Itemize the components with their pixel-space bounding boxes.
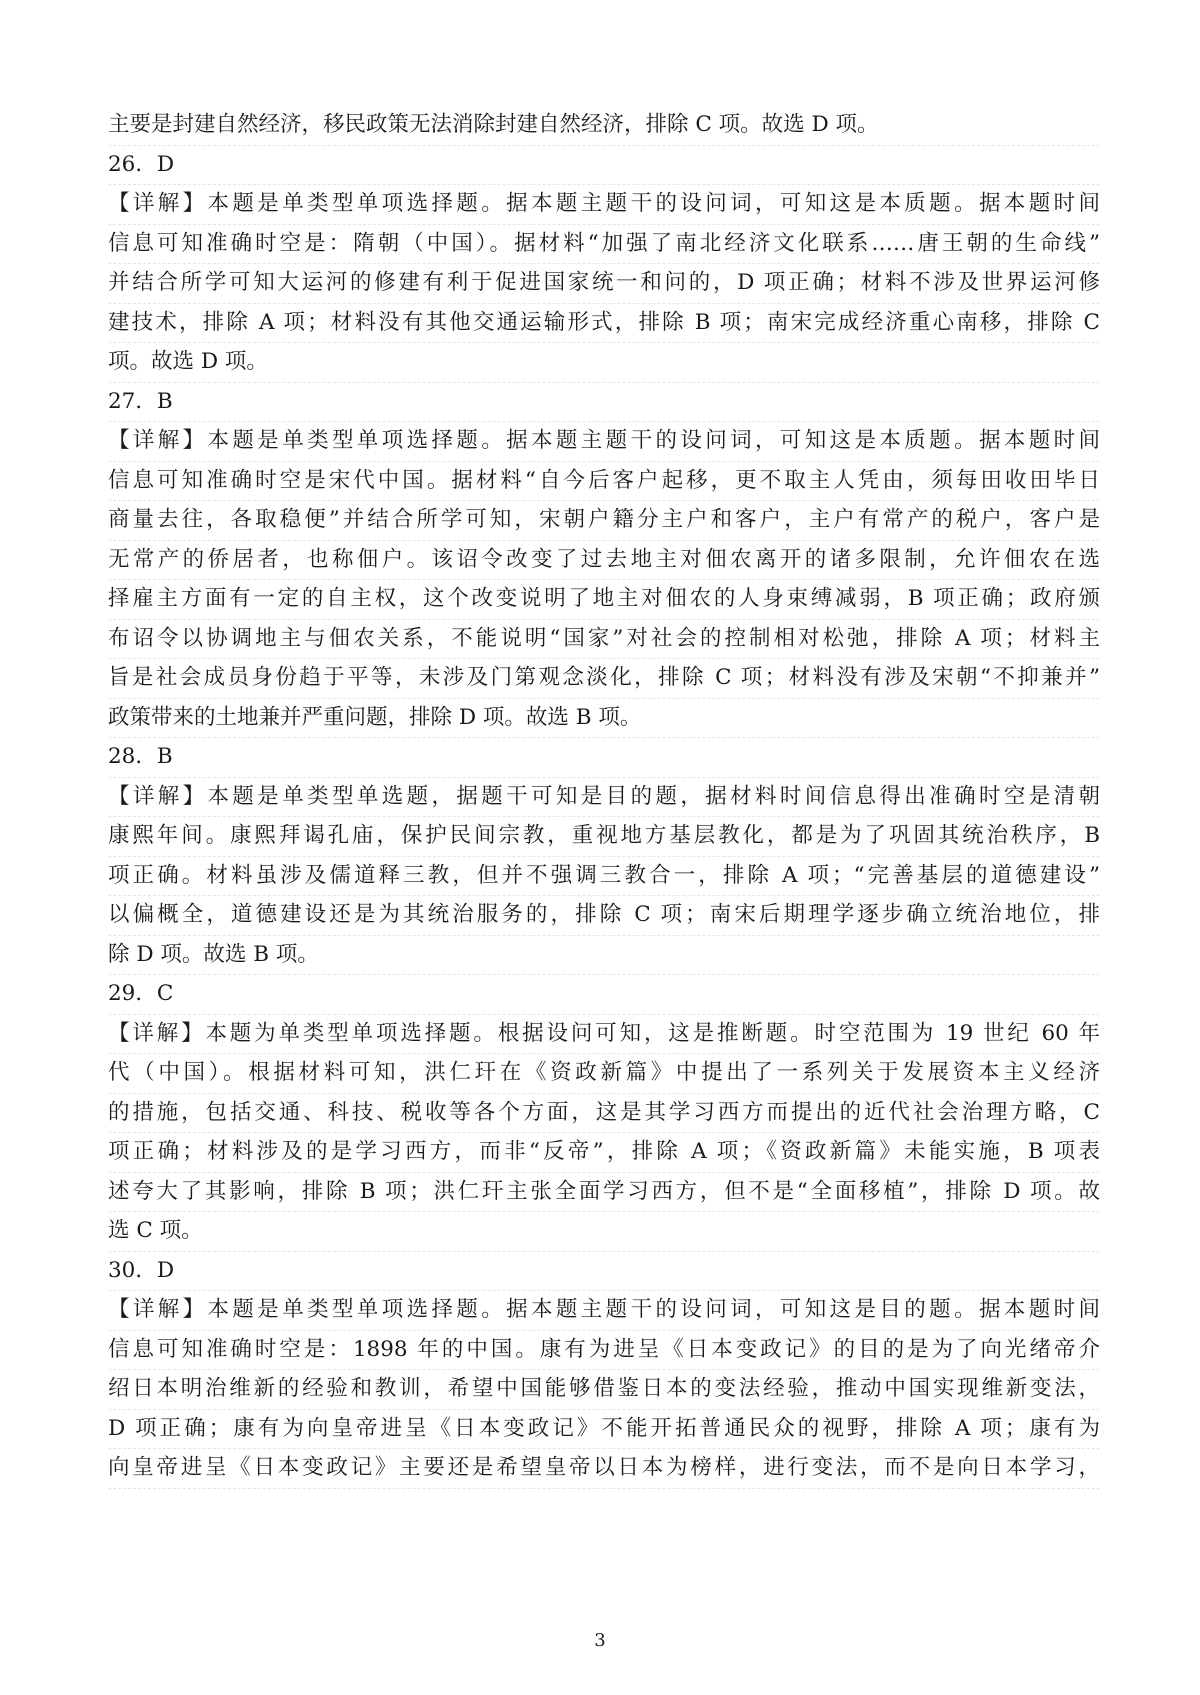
text-line: 无常产的侨居者，也称佃户。该诏令改变了过去地主对佃农离开的诸多限制，允许佃农在选: [108, 541, 1100, 581]
text-line: 以偏概全，道德建设还是为其统治服务的，排除 C 项；南宋后期理学逐步确立统治地位，排: [108, 896, 1100, 936]
text-line: 布诏令以协调地主与佃农关系，不能说明“国家”对社会的控制相对松弛，排除 A 项；材料主: [108, 620, 1100, 660]
page-number: 3: [594, 1630, 606, 1651]
text-line: 【详解】本题是单类型单项选择题。据本题主题干的设问词，可知这是本质题。据本题时间: [108, 422, 1100, 462]
text-line: 绍日本明治维新的经验和教训，希望中国能够借鉴日本的变法经验，推动中国实现维新变法，: [108, 1370, 1100, 1410]
text-line: 的措施，包括交通、科技、税收等各个方面，这是其学习西方而提出的近代社会治理方略，C: [108, 1094, 1100, 1134]
question-answer-line: 29．C: [108, 975, 1100, 1015]
question-answer-line: 27．B: [108, 383, 1100, 423]
text-line: 信息可知准确时空是：隋朝（中国）。据材料“加强了南北经济文化联系……唐王朝的生命线”: [108, 225, 1100, 265]
text-line: 【详解】本题是单类型单选题，据题干可知是目的题，据材料时间信息得出准确时空是清朝: [108, 778, 1100, 818]
answer-explanations: [108, 106, 1100, 1489]
text-line: 选 C 项。: [108, 1212, 1100, 1252]
text-line: 择雇主方面有一定的自主权，这个改变说明了地主对佃农的人身束缚减弱，B 项正确；政府颁: [108, 580, 1100, 620]
text-line: 政策带来的土地兼并严重问题，排除 D 项。故选 B 项。: [108, 699, 1100, 739]
text-line: 康熙年间。康熙拜谒孔庙，保护民间宗教，重视地方基层教化，都是为了巩固其统治秩序，B: [108, 817, 1100, 857]
text-line: 主要是封建自然经济，移民政策无法消除封建自然经济，排除 C 项。故选 D 项。: [108, 106, 1100, 146]
text-line: D 项正确；康有为向皇帝进呈《日本变政记》不能开拓普通民众的视野，排除 A 项；康有为: [108, 1410, 1100, 1450]
text-line: 信息可知准确时空是：1898 年的中国。康有为进呈《日本变政记》的目的是为了向光绪帝介: [108, 1331, 1100, 1371]
question-answer-line: 28．B: [108, 738, 1100, 778]
question-answer-line: 30．D: [108, 1252, 1100, 1292]
text-line: 并结合所学可知大运河的修建有利于促进国家统一和问的，D 项正确；材料不涉及世界运河修: [108, 264, 1100, 304]
text-line: 信息可知准确时空是宋代中国。据材料“自今后客户起移，更不取主人凭由，须每田收田毕日: [108, 462, 1100, 502]
text-line: 除 D 项。故选 B 项。: [108, 936, 1100, 976]
text-line: 【详解】本题为单类型单项选择题。根据设问可知，这是推断题。时空范围为 19 世纪 60 年: [108, 1015, 1100, 1055]
text-line: 【详解】本题是单类型单项选择题。据本题主题干的设问词，可知这是目的题。据本题时间: [108, 1291, 1100, 1331]
text-line: 述夸大了其影响，排除 B 项；洪仁玕主张全面学习西方，但不是“全面移植”，排除 D 项。故: [108, 1173, 1100, 1213]
text-line: 【详解】本题是单类型单项选择题。据本题主题干的设问词，可知这是本质题。据本题时间: [108, 185, 1100, 225]
text-line: 向皇帝进呈《日本变政记》主要还是希望皇帝以日本为榜样，进行变法，而不是向日本学习，: [108, 1449, 1100, 1489]
text-line: 代（中国）。根据材料可知，洪仁玕在《资政新篇》中提出了一系列关于发展资本主义经济: [108, 1054, 1100, 1094]
question-answer-line: 26．D: [108, 146, 1100, 186]
text-line: 旨是社会成员身份趋于平等，未涉及门第观念淡化，排除 C 项；材料没有涉及宋朝“不抑兼并”: [108, 659, 1100, 699]
text-line: 建技术，排除 A 项；材料没有其他交通运输形式，排除 B 项；南宋完成经济重心南移，排除 C: [108, 304, 1100, 344]
text-line: 商量去往，各取稳便”并结合所学可知，宋朝户籍分主户和客户，主户有常产的税户，客户是: [108, 501, 1100, 541]
text-line: 项正确。材料虽涉及儒道释三教，但并不强调三教合一，排除 A 项；“完善基层的道德建设”: [108, 857, 1100, 897]
text-line: 项。故选 D 项。: [108, 343, 1100, 383]
text-line: 项正确；材料涉及的是学习西方，而非“反帝”，排除 A 项；《资政新篇》未能实施，B 项表: [108, 1133, 1100, 1173]
